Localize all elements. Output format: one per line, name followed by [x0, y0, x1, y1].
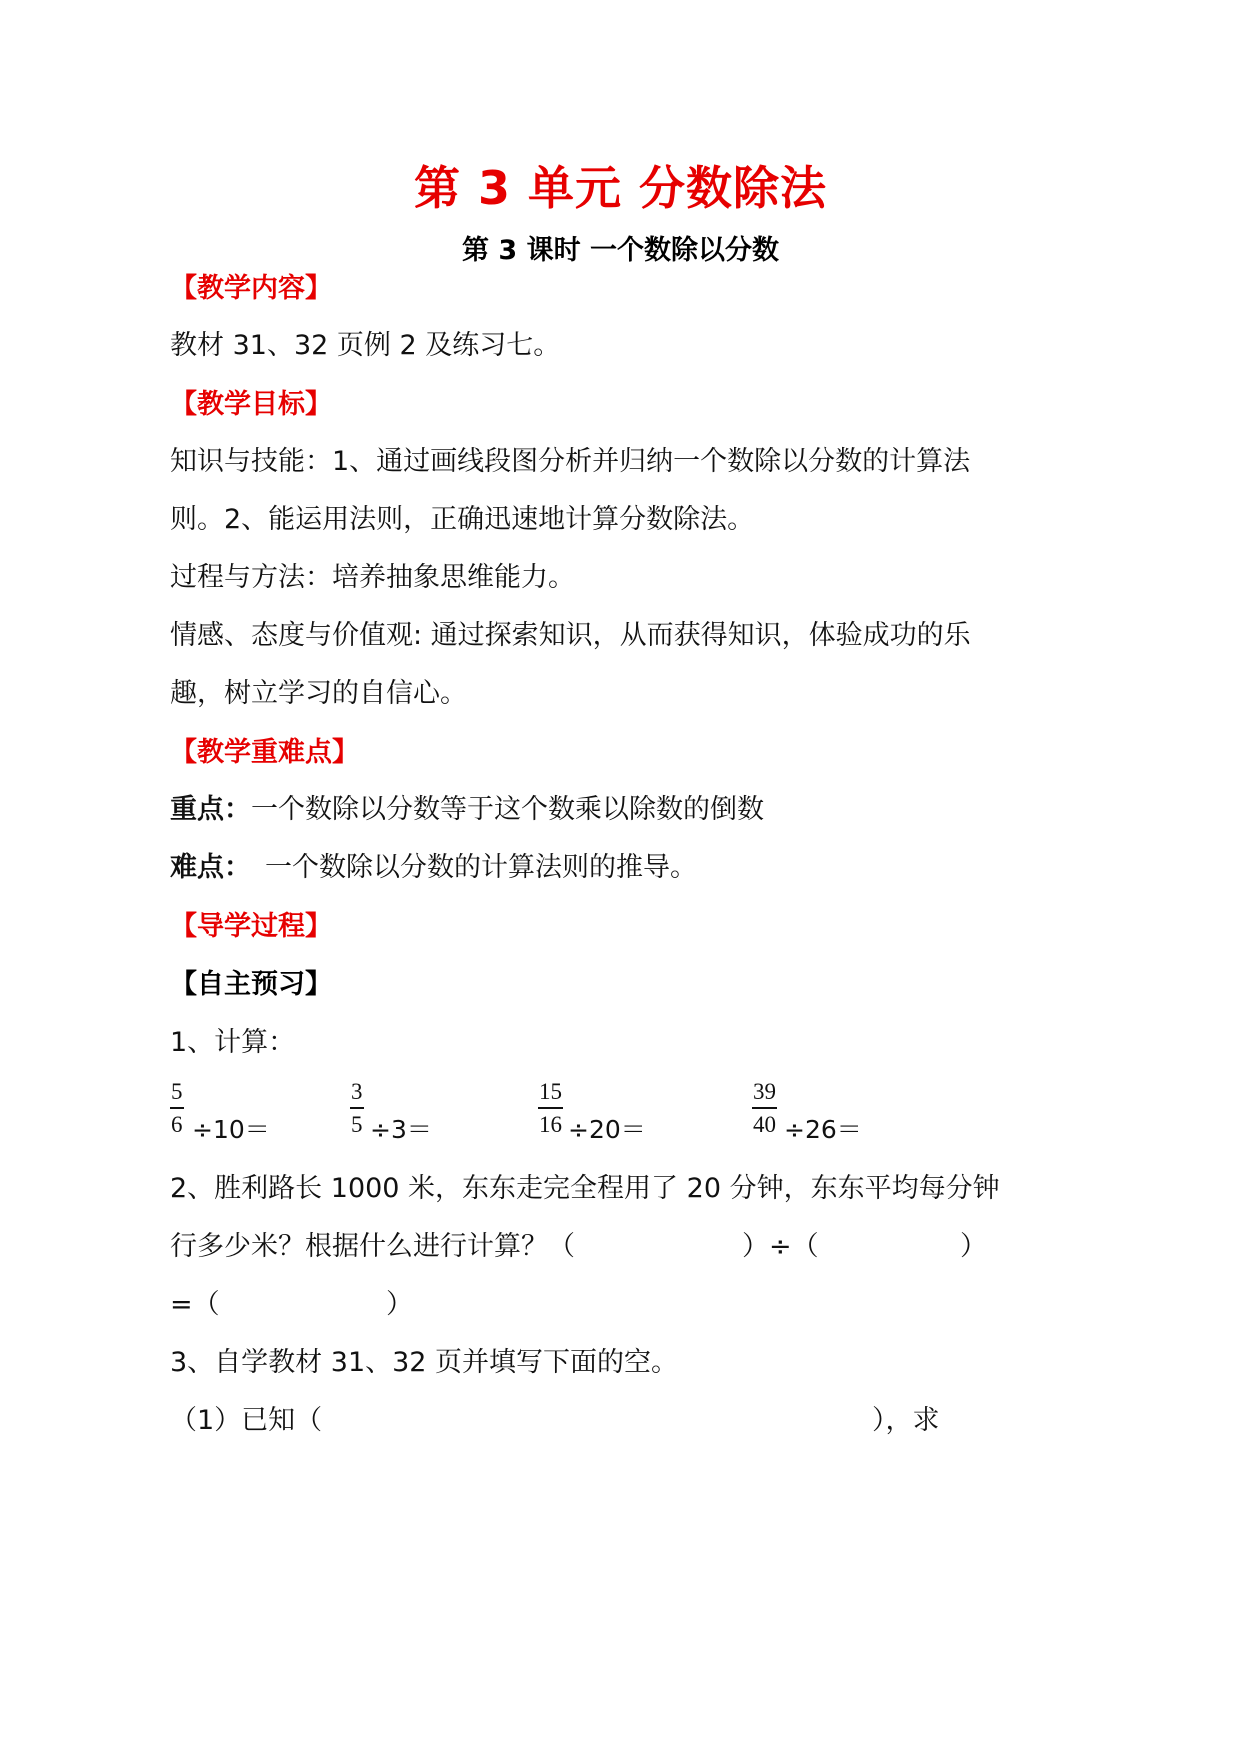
goal-line-2: 则。2、能运用法则，正确迅速地计算分数除法。 [170, 504, 755, 535]
fraction-3-numerator: 15 [539, 1079, 562, 1104]
goal-line-1: 知识与技能：1、通过画线段图分析并归纳一个数除以分数的计算法 [170, 446, 971, 477]
question-2-line-3b: ） [386, 1289, 413, 1320]
question-2-line-2b: ）÷（ [742, 1231, 819, 1262]
key-point-line [170, 787, 764, 826]
fraction-1-numerator: 5 [171, 1079, 183, 1104]
fraction-1 [170, 1078, 184, 1138]
fraction-1-bar [170, 1107, 184, 1109]
exercise-2-expression: ÷3＝ [370, 1115, 432, 1144]
fraction-4-bar [752, 1107, 777, 1109]
key-point-label: 重点： [170, 794, 251, 825]
hard-point-label: 难点： [170, 852, 251, 883]
fraction-4-denominator: 40 [753, 1111, 776, 1137]
fraction-4-numerator: 39 [753, 1079, 776, 1104]
fraction-3-bar [538, 1107, 563, 1109]
teaching-content-text: 教材 31、32 页例 2 及练习七。 [170, 330, 561, 361]
exercise-3-expression: ÷20＝ [568, 1115, 646, 1144]
exercise-4-expression: ÷26＝ [784, 1115, 862, 1144]
heading-teaching-content: 【教学内容】 [170, 273, 332, 304]
heading-teaching-goals: 【教学目标】 [170, 389, 332, 420]
question-2-line-1: 2、胜利路长 1000 米，东东走完全程用了 20 分钟，东东平均每分钟 [170, 1173, 1000, 1204]
question-2-line-2a: 行多少米？根据什么进行计算？（ [170, 1231, 575, 1262]
key-point-text: 一个数除以分数等于这个数乘以除数的倒数 [251, 794, 764, 825]
goal-line-4: 情感、态度与价值观: 通过探索知识，从而获得知识，体验成功的乐 [170, 620, 971, 651]
fraction-3 [538, 1078, 563, 1138]
question-2-line-3a: =（ [170, 1289, 220, 1320]
fraction-2-numerator: 3 [351, 1079, 363, 1104]
hard-point-line [170, 845, 697, 884]
heading-key-points: 【教学重难点】 [170, 737, 359, 768]
question-3-sub-1b: ），求 [872, 1405, 940, 1436]
fraction-2-denominator: 5 [351, 1111, 363, 1137]
question-3-sub-1a: （1）已知（ [170, 1405, 323, 1436]
question-1: 1、计算： [170, 1027, 296, 1058]
lesson-subtitle: 第 3 课时 一个数除以分数 [462, 235, 779, 266]
heading-self-preview: 【自主预习】 [170, 969, 332, 1000]
exercise-1-expression: ÷10＝ [192, 1115, 270, 1144]
question-2-line-2c: ） [960, 1231, 987, 1262]
heading-guided-process: 【导学过程】 [170, 911, 332, 942]
fraction-4 [752, 1078, 777, 1138]
fraction-1-denominator: 6 [171, 1111, 183, 1137]
page-title: 第 3 单元 分数除法 [413, 161, 828, 215]
fraction-2 [350, 1078, 364, 1138]
hard-point-text: 一个数除以分数的计算法则的推导。 [265, 852, 697, 883]
goal-line-5: 趣，树立学习的自信心。 [170, 678, 467, 709]
goal-line-3: 过程与方法：培养抽象思维能力。 [170, 562, 575, 593]
question-3: 3、自学教材 31、32 页并填写下面的空。 [170, 1347, 679, 1378]
fraction-3-denominator: 16 [539, 1111, 562, 1137]
fraction-2-bar [350, 1107, 364, 1109]
